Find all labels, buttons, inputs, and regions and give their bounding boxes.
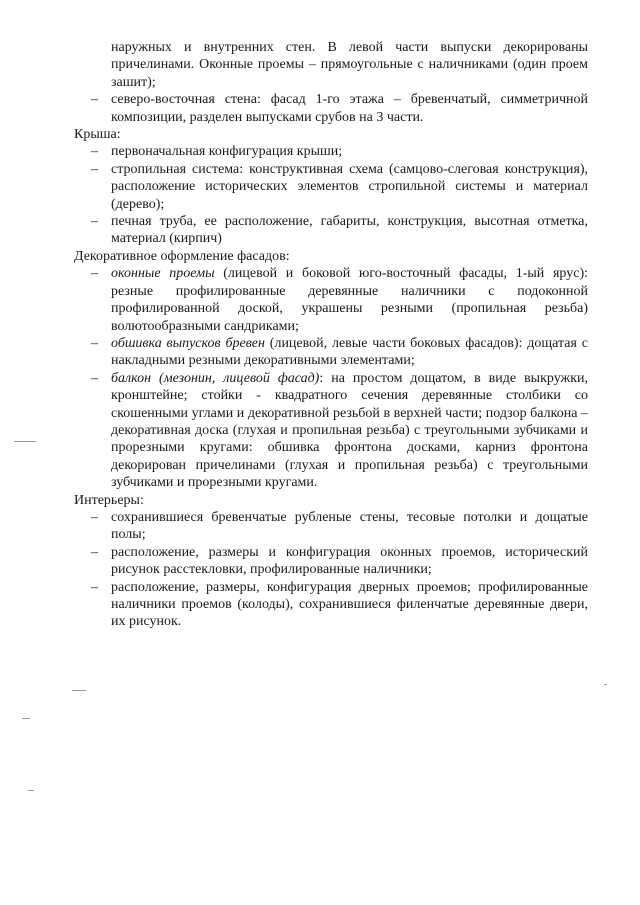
- list-item-term: обшивка выпусков бревен: [111, 335, 265, 351]
- decor-list-item: [91, 265, 589, 335]
- roof-list-item: [91, 213, 588, 248]
- intro-continuation: наружных и внутренних стен. В левой части выпуски декорированы причелинами. Оконные проемы – прямоугольные с наличниками (один проем зашит);: [111, 40, 588, 90]
- roof-list-item: [91, 143, 588, 160]
- list-dash: –: [91, 579, 98, 595]
- list-item-text: стропильная система: конструктивная схема (самцово-слеговая конструкция), расположение исторических элементов стропильной системы и материал (дерево);: [111, 161, 588, 212]
- list-dash: –: [91, 266, 98, 282]
- decor-heading: Декоративное оформление фасадов:: [74, 248, 290, 264]
- list-dash: –: [91, 214, 98, 230]
- interiors-list-item: [91, 509, 588, 544]
- list-item-term: балкон (мезонин, лицевой фасад): [111, 370, 320, 386]
- interiors-heading: Интерьеры:: [74, 492, 144, 508]
- list-item-text: (лицевой и боковой юго-восточный фасады, 1-ый ярус): резные профилированные деревянные наличники с подоконной профилированной доской, украшены резными (пропильная резьба) волютообразными сандриками;: [111, 266, 589, 334]
- list-dash: –: [91, 144, 98, 160]
- list-dash: –: [91, 509, 98, 525]
- interiors-list-item: [91, 544, 588, 579]
- list-item-text: первоначальная конфигурация крыши;: [111, 144, 343, 160]
- list-item-text: расположение, размеры и конфигурация оконных проемов, исторический рисунок расстекловки, профилированные наличники;: [111, 544, 588, 578]
- list-dash: –: [91, 161, 98, 177]
- document-page: [74, 39, 588, 631]
- list-dash: –: [91, 544, 98, 560]
- scan-speck: [72, 690, 86, 691]
- scan-speck: [14, 441, 36, 442]
- list-dash: –: [91, 92, 98, 108]
- scan-speck: [604, 684, 607, 685]
- list-item-term: оконные проемы: [111, 266, 215, 282]
- list-item-text: : на простом дощатом, в виде выкружки, кронштейне; стойки - квадратного сечения деревянные столбики со скошенными углами и декоративной резьбой в верхней части; подзор балкона – декоративная доска (глухая и пропильная резьба) с треугольными зубчиками и прорезными кругами: обшивка фронтона досками, карниз фронтона декорирован причелинами (глухая и пропильная резьба) с треугольными зубчиками и прорезными кругами.: [111, 370, 588, 491]
- scan-speck: [28, 790, 34, 791]
- intro-list-item: [91, 91, 588, 126]
- list-dash: –: [91, 335, 98, 351]
- scan-speck: [22, 718, 30, 719]
- list-dash: –: [91, 370, 98, 386]
- roof-heading: Крыша:: [74, 127, 121, 143]
- list-item-text: расположение, размеры, конфигурация дверных проемов; профилированные наличники проемов (колоды), сохранившиеся филенчатые деревянные двери, их рисунок.: [111, 579, 588, 630]
- decor-list-item: [91, 335, 588, 370]
- list-item-text: печная труба, ее расположение, габариты, конструкция, высотная отметка, материал (кирпич): [111, 214, 588, 247]
- list-item-text: (лицевой, левые части боковых фасадов): дощатая с накладными резными декоративными элементами;: [111, 335, 588, 369]
- interiors-list-item: [91, 579, 588, 631]
- roof-list-item: [91, 161, 588, 213]
- decor-list-item: [91, 370, 588, 492]
- list-item-text: северо-восточная стена: фасад 1-го этажа – бревенчатый, симметричной композиции, разделен выпусками срубов на 3 части.: [111, 92, 588, 125]
- list-item-text: сохранившиеся бревенчатые рубленые стены, тесовые потолки и дощатые полы;: [111, 509, 588, 543]
